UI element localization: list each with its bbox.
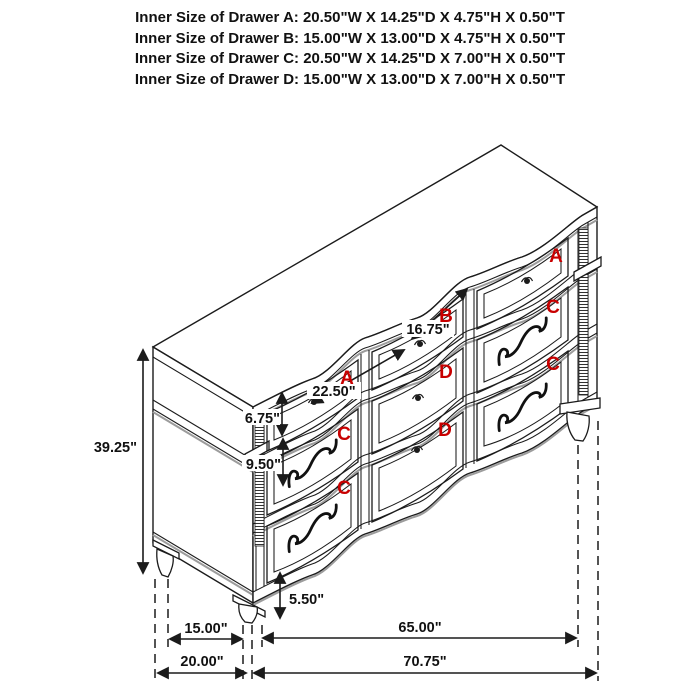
drawer-label-d-middle: D xyxy=(439,362,453,383)
overall-height-label: 39.25" xyxy=(93,440,137,456)
inner-size-line-c: Inner Size of Drawer C: 20.50"W X 14.25"D X 7.00"H X 0.50"T xyxy=(134,50,566,67)
inner-size-line-d: Inner Size of Drawer D: 15.00"W X 13.00"D X 7.00"H X 0.50"T xyxy=(134,70,566,88)
middle-drawer-width-label: 16.75" xyxy=(406,322,450,338)
overall-width-label: 70.75" xyxy=(403,654,447,670)
lower-drawer-height-label: 9.50" xyxy=(245,457,281,473)
side-leg-spacing-label: 15.00" xyxy=(184,621,228,637)
drawer-label-a-right: A xyxy=(549,246,563,267)
left-pilaster-fluting xyxy=(255,424,264,546)
left-drawer-width-label: 22.50" xyxy=(312,384,356,400)
drawer-label-c-right-middle: C xyxy=(546,297,560,318)
inner-size-line-b: Inner Size of Drawer B: 15.00"W X 13.00"D X 4.75"H X 0.50"T xyxy=(134,29,566,47)
right-pilaster-fluting xyxy=(579,228,588,395)
drawer-label-c-right-bottom: C xyxy=(546,354,560,375)
leg-height-label: 5.50" xyxy=(289,592,325,608)
front-leg-spacing-label: 65.00" xyxy=(398,620,442,636)
top-drawer-height-label: 6.75" xyxy=(244,411,280,427)
drawer-label-c-left-middle: C xyxy=(337,424,351,445)
drawer-label-a-left: A xyxy=(340,368,354,389)
drawer-label-d-bottom: D xyxy=(438,420,452,441)
dresser-body xyxy=(153,145,601,623)
inner-size-line-a: Inner Size of Drawer A: 20.50"W X 14.25"D X 4.75"H X 0.50"T xyxy=(135,9,565,26)
overall-depth-label: 20.00" xyxy=(180,654,224,670)
drawer-label-c-left-bottom: C xyxy=(337,478,351,499)
drawer-label-b: B xyxy=(439,306,453,327)
